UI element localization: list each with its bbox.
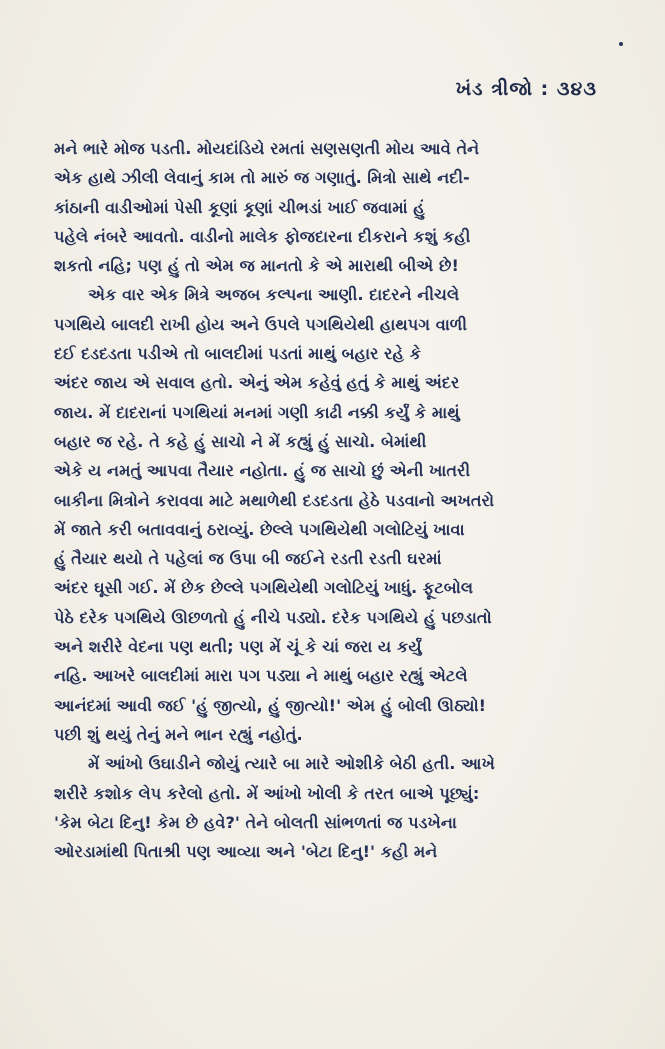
text-line: હું તૈયાર થયો તે પહેલાં જ ઉપા બી જઈને રડતી રડતી ઘરમાં [54,549,442,569]
body-text [54,134,616,866]
text-line: શરીરે કશોક લેપ કરેલો હતો. મેં આંખો ખોલી કે તરત બાએ પૂછ્યું: [54,783,480,803]
text-line: અને શરીરે વેદના પણ થતી; પણ મેં ચૂં કે ચાં જરા ય કર્યું [54,637,422,657]
text-line: પહેલે નંબરે આવતો. વાડીનો માલેક ફોજદારના દીકરાને કશું કહી [54,226,471,246]
text-line: દઈ દડદડતા પડીએ તો બાલદીમાં પડતાં માથું બહાર રહે કે [54,344,422,364]
text-line: અંદર ઘૂસી ગઈ. મેં છેક છેલ્લે પગથિયેથી ગલોટિયું ખાધું. ફૂટબોલ [54,578,474,598]
paragraph [54,280,616,749]
text-line: એકે ય નમતું આપવા તૈયાર નહોતા. હું જ સાચો છું એની ખાતરી [54,461,471,481]
text-line: બાકીના મિત્રોને કરાવવા માટે મથાળેથી દડદડતા હેઠે પડવાનો અખતરો [54,490,495,510]
text-line: એક હાથે ઝીલી લેવાનું કામ તો મારું જ ગણાતું. મિત્રો સાથે નદી- [54,168,470,188]
text-line: મેં આંખો ઉઘાડીને જોયું ત્યારે બા મારે ઓશીકે બેઠી હતી. આખે [88,754,495,774]
text-line: બહાર જ રહે. તે કહે હું સાચો ને મેં કહ્યું હું સાચો. બેમાંથી [54,431,427,451]
text-line: આનંદમાં આવી જઈ 'હું જીત્યો, હું જીત્યો!' એમ હું બોલી ઊઠ્યો! [54,695,487,715]
text-line: ઓરડામાંથી પિતાશ્રી પણ આવ્યા અને 'બેટા દિનુ!' કહી મને [54,842,438,862]
text-line: શકતો નહિ; પણ હું તો એમ જ માનતો કે એ મારાથી બીએ છે! [54,256,459,276]
text-line: પછી શું થયું તેનું મને ભાન રહ્યું નહોતું. [54,724,303,744]
ink-speck [619,42,623,46]
text-line: એક વાર એક મિત્રે અજબ કલ્પના આણી. દાદરને નીચલે [88,285,460,305]
running-head: ખંડ ત્રીજો : ૩૪૩ [455,78,597,100]
text-line: કાંઠાની વાડીઓમાં પેસી કૂણાં કૂણાં ચીભડાં ખાઈ જવામાં હું [54,197,425,217]
text-line: 'કેમ બેટા દિનુ! કેમ છે હવે?' તેને બોલતી સાંભળતાં જ પડખેના [54,812,457,832]
text-line: પેઠે દરેક પગથિયે ઊછળતો હું નીચે પડ્યો. દરેક પગથિયે હું પછડાતો [54,607,492,627]
text-line: જાય. મેં દાદરાનાં પગથિયાં મનમાં ગણી કાઢી નક્કી કર્યું કે માથું [54,402,460,422]
paragraph [54,134,616,280]
text-line: મેં જાતે કરી બતાવવાનું ઠરાવ્યું. છેલ્લે પગથિયેથી ગલોટિયું ખાવા [54,519,465,539]
text-line: નહિ. આખરે બાલદીમાં મારા પગ પડ્યા ને માથું બહાર રહ્યું એટલે [54,666,468,686]
text-line: પગથિયે બાલદી રાખી હોય અને ઉપલે પગથિયેથી હાથપગ વાળી [54,314,468,334]
text-line: અંદર જાય એ સવાલ હતો. એનું એમ કહેવું હતું કે માથું અંદર [54,373,460,393]
paragraph [54,749,616,866]
text-line: મને ભારે મોજ પડતી. મોયદાંડિયે રમતાં સણસણતી મોય આવે તેને [54,139,480,158]
